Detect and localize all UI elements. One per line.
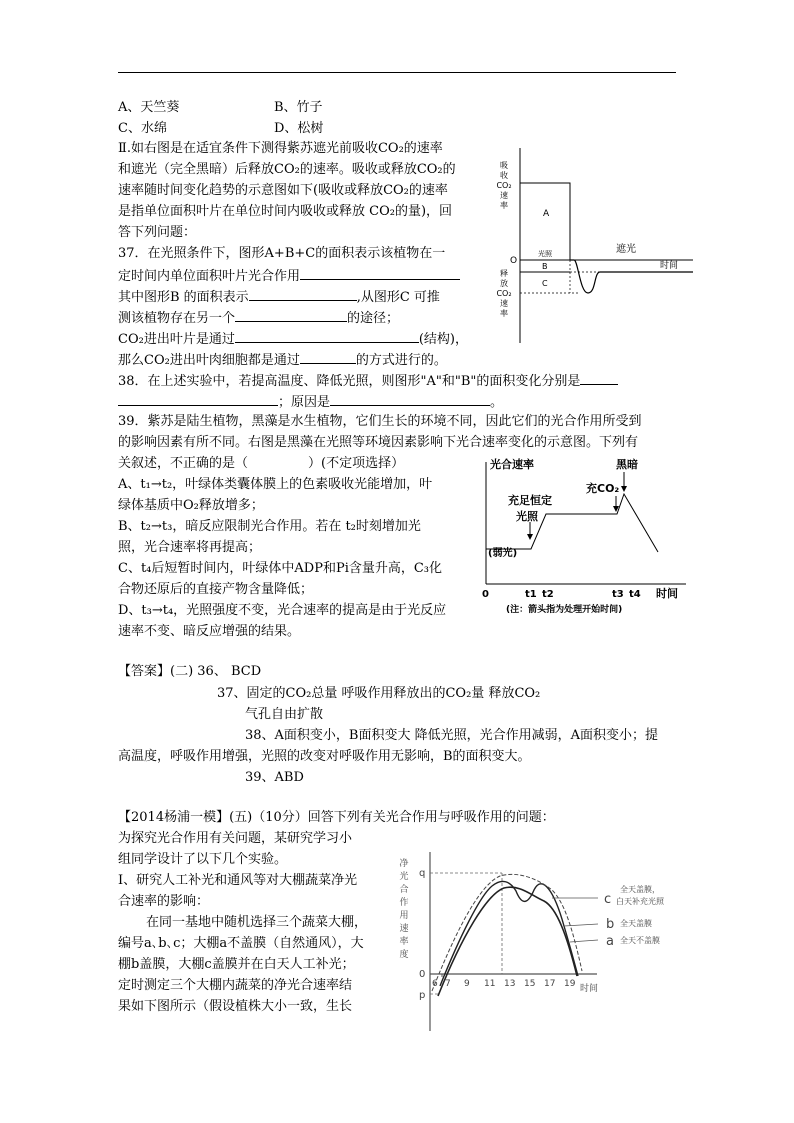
answer-line: 38、A面积变小，B面积变大 降低光照，光合作用减弱，A面积变小；提 [245, 728, 659, 743]
part5-line: 组同学设计了以下几个实验。 [118, 852, 288, 867]
answer-blank[interactable] [249, 288, 357, 301]
q37-text: 其中图形B 的面积表示 [118, 290, 249, 305]
q37-line [118, 288, 440, 306]
q39-option: C、t₄后短暂时间内，叶绿体中ADP和Pi含量升高，C₃化 [118, 561, 443, 576]
q37-text: ,从图形C 可推 [356, 290, 440, 305]
light-label: 光照 [538, 250, 552, 258]
answer-blank[interactable] [235, 330, 419, 343]
tick-13: 13 [504, 979, 516, 989]
legend-c-text2: 白天补充光照 [616, 897, 664, 906]
q37-line [118, 267, 460, 285]
q39-line: 39．紫苏是陆生植物，黑藻是水生植物，它们生长的环境不同，因此它们的光合作用所受到 [118, 414, 642, 429]
header-rule [118, 72, 676, 73]
tick-9: 9 [464, 979, 470, 989]
answer-line: 气孔自由扩散 [245, 707, 324, 722]
tick-11: 11 [484, 979, 496, 989]
tick-t4: t4 [629, 589, 641, 600]
part5-line: 【2014杨浦一模】(五)（10分）回答下列有关光合作用与呼吸作用的问题： [118, 810, 555, 825]
dark-label: 遮光 [616, 244, 636, 255]
absorb-rect [520, 183, 570, 260]
q38-text: ；原因是 [278, 395, 331, 410]
tick-17: 17 [544, 979, 556, 989]
q39-line [118, 456, 404, 472]
part5-line: 编号a､b､c；大棚a不盖膜（自然通风），大 [118, 936, 364, 951]
ylabel: 光合速率 [490, 458, 534, 471]
light-label-1: 充足恒定 [508, 494, 552, 507]
ylabel-release: 释放 CO₂ 速率 [496, 269, 512, 318]
q39-option: 速率不变、暗反应增强的结果。 [118, 624, 301, 639]
part5-line: I、研究人工补光和通风等对大棚蔬菜净光 [118, 873, 358, 888]
q37-text: 定时间内单位面积叶片光合作用 [118, 269, 301, 284]
tick-t3: t3 [612, 589, 624, 600]
q37-line [118, 351, 447, 369]
co2-label: 充CO₂ [586, 482, 620, 495]
time-label: 时间 [580, 984, 599, 994]
tick-15: 15 [524, 979, 536, 989]
legend-c-text1: 全天盖膜， [620, 885, 660, 894]
q38-text: 。 [490, 395, 504, 410]
legend-b-text: 全天盖膜 [620, 919, 652, 928]
q38-line [118, 393, 503, 411]
tick-19: 19 [564, 979, 576, 989]
q39-option: 合物还原后的直接产物含量降低； [118, 582, 314, 597]
answer-line: 37、固定的CO₂总量 呼吸作用释放出的CO₂量 释放CO₂ [217, 686, 541, 701]
answer-blank[interactable] [235, 309, 347, 322]
option-c: C、水绵 [118, 121, 167, 136]
part5-line: 定时测定三个大棚内蔬菜的净光合速率结 [118, 978, 353, 993]
arrow-dark-head [621, 486, 627, 492]
light-label-2: 光照 [516, 510, 538, 523]
zero-label: 0 [419, 969, 426, 980]
intro-line: 和遮光（完全黑暗）后释放CO₂的速率。吸收或释放CO₂的 [118, 162, 456, 177]
q37-text: 那么CO₂进出叶肉细胞都是通过 [118, 353, 300, 368]
q37-line [118, 309, 399, 327]
p-label: p [419, 990, 426, 1001]
answer-blank[interactable] [118, 393, 278, 406]
intro-line: 是指单位面积叶片在单位时间内吸收或释放 CO₂的量)，回 [118, 204, 453, 219]
tick-0: 0 [482, 589, 489, 600]
intro-line: Ⅱ.如右图是在适宜条件下测得紫苏遮光前吸收CO₂的速率 [118, 141, 443, 156]
arrow-light-head [527, 534, 533, 540]
option-d: D、松树 [274, 121, 324, 136]
tick-t2: t2 [542, 589, 554, 600]
tick-6: 6 [432, 979, 438, 989]
leader-b [564, 924, 598, 926]
part5-line: 为探究光合作用有关问题，某研究学习小 [118, 831, 353, 846]
intro-line: 速率随时间变化趋势的示意图如下(吸收或释放CO₂的速率 [118, 183, 448, 198]
q39-option: A、t₁→t₂，叶绿体类囊体膜上的色素吸收光能增加，叶 [118, 477, 433, 492]
tick-t1: t1 [525, 589, 537, 600]
area-a-label: A [543, 209, 550, 219]
q37-line [118, 330, 468, 348]
q37-text: CO₂进出叶片是通过 [118, 332, 235, 347]
time-label: 时间 [656, 587, 678, 600]
time-label: 时间 [660, 261, 679, 271]
option-b: B、竹子 [274, 100, 323, 115]
legend-b: b [606, 917, 615, 932]
answer-line: 高温度，呼吸作用增强，光照的改变对呼吸作用无影响，B的面积变大。 [118, 749, 531, 764]
area-b-label: B [542, 262, 548, 271]
q39-option: 照，光合速率将再提高； [118, 540, 262, 555]
greenhouse-rate-chart [392, 846, 692, 1036]
q39-option: D、t₃→t₄，光照强度不变，光合速率的提高是由于光反应 [118, 603, 447, 618]
part5-line: 合速率的影响： [118, 894, 210, 909]
algae-rate-diagram [476, 452, 696, 622]
ylabel: 净光合作用速率度 [399, 859, 409, 960]
answer-blank[interactable] [300, 267, 460, 280]
q37-text: 的途径； [347, 311, 400, 326]
q37-line: 37．在光照条件下，图形A+B+C的面积表示该植物在一 [118, 246, 446, 261]
legend-a-text: 全天不盖膜 [620, 936, 660, 945]
q39-text: ）(不定项选择） [308, 456, 405, 471]
q37-text: 的方式进行的。 [355, 353, 447, 368]
ylabel-absorb: 吸收 CO₂ 速率 [496, 161, 512, 210]
part5-line: 果如下图所示（假设植株大小一致，生长 [118, 999, 353, 1014]
legend-c: c [604, 892, 612, 907]
origin-label: O [510, 256, 518, 266]
q39-text: 关叙述，不正确的是（ [118, 456, 249, 471]
q38-text: 38．在上述实验中，若提高温度、降低光照，则图形"A"和"B"的面积变化分别是 [118, 374, 581, 389]
tick-7: 7 [445, 979, 451, 989]
q-label: q [419, 868, 426, 879]
q39-line: 的影响因素有所不同。右图是黑藻在光照等环境因素影响下光合速率变化的示意图。下列有 [118, 435, 639, 450]
option-a: A、天竺葵 [118, 100, 180, 115]
answer-line: 【答案】(二) 36、 BCD [118, 664, 262, 679]
weak-light-label: (弱光) [488, 548, 518, 559]
q39-option: B、t₂→t₃，暗反应限制光合作用。若在 t₂时刻增加光 [118, 519, 421, 534]
answer-blank[interactable] [300, 351, 356, 364]
note-label: (注：箭头指为处理开始时间) [506, 605, 623, 615]
part5-line: 在同一基地中随机选择三个蔬菜大棚， [146, 915, 368, 930]
area-c-label: C [542, 279, 548, 288]
dark-label: 黑暗 [616, 458, 638, 471]
co2-rate-diagram [488, 148, 698, 348]
intro-line: 答下列问题： [118, 225, 197, 240]
legend-a: a [606, 934, 614, 949]
answer-line: 39、ABD [245, 770, 304, 785]
q38-line [118, 372, 618, 390]
part5-line: 棚b盖膜，大棚c盖膜并在白天人工补光； [118, 957, 355, 972]
q39-option: 绿体基质中O₂释放增多； [118, 498, 264, 513]
q37-text: 测该植物存在另一个 [118, 311, 236, 326]
answer-blank[interactable] [330, 393, 490, 406]
answer-blank[interactable] [580, 372, 618, 385]
q37-text: (结构)， [418, 332, 468, 347]
